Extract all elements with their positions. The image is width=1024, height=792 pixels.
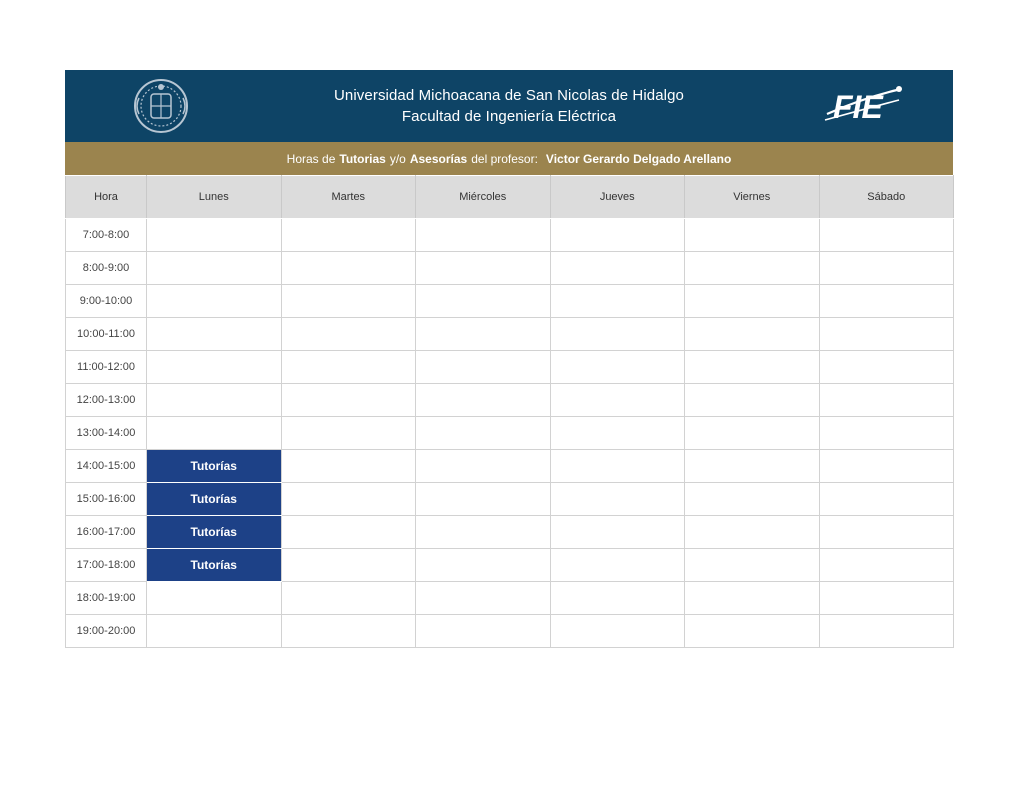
- schedule-cell: [281, 615, 416, 648]
- table-header-row: [66, 176, 954, 219]
- band-asesorias: Asesorías: [409, 151, 468, 166]
- schedule-cell: [685, 318, 820, 351]
- schedule-cell: [281, 219, 416, 252]
- schedule-cell: [550, 351, 685, 384]
- schedule-cell: [819, 582, 954, 615]
- schedule-cell: [147, 384, 282, 417]
- schedule-cell: [550, 615, 685, 648]
- schedule-cell: [685, 450, 820, 483]
- schedule-cell: [416, 483, 551, 516]
- schedule-cell: [281, 549, 416, 582]
- schedule-cell: [550, 318, 685, 351]
- schedule-cell: [281, 252, 416, 285]
- schedule-sheet: [65, 70, 953, 648]
- schedule-cell: [819, 318, 954, 351]
- band-del-profesor: del profesor:: [471, 151, 538, 166]
- schedule-cell: [550, 252, 685, 285]
- hour-cell: 13:00-14:00: [66, 417, 147, 450]
- schedule-cell: [819, 483, 954, 516]
- hour-cell: 12:00-13:00: [66, 384, 147, 417]
- schedule-cell: [550, 384, 685, 417]
- table-row: [66, 483, 954, 516]
- schedule-cell: [819, 615, 954, 648]
- header-bar: [65, 70, 953, 142]
- hour-cell: 11:00-12:00: [66, 351, 147, 384]
- column-header-viernes: Viernes: [685, 176, 820, 219]
- band-prefix: Horas de: [286, 151, 336, 166]
- schedule-cell: [685, 483, 820, 516]
- schedule-cell: [281, 582, 416, 615]
- schedule-cell: [416, 417, 551, 450]
- schedule-cell: [550, 285, 685, 318]
- table-row: [66, 384, 954, 417]
- schedule-cell: [416, 351, 551, 384]
- schedule-cell: [416, 285, 551, 318]
- table-row: [66, 318, 954, 351]
- schedule-cell: [685, 516, 820, 549]
- band-tutorias: Tutorias: [339, 151, 386, 166]
- schedule-cell: [819, 417, 954, 450]
- schedule-cell: [685, 417, 820, 450]
- hour-cell: 9:00-10:00: [66, 285, 147, 318]
- schedule-cell: [550, 516, 685, 549]
- schedule-cell: [147, 582, 282, 615]
- schedule-cell: [281, 417, 416, 450]
- table-row: [66, 582, 954, 615]
- hour-cell: 14:00-15:00: [66, 450, 147, 483]
- schedule-cell: [685, 351, 820, 384]
- faculty-name: Facultad de Ingeniería Eléctrica: [401, 108, 617, 125]
- professor-band: [65, 142, 953, 175]
- schedule-cell: [819, 252, 954, 285]
- hour-cell: 16:00-17:00: [66, 516, 147, 549]
- schedule-cell: [147, 417, 282, 450]
- schedule-cell: [685, 549, 820, 582]
- column-header-jueves: Jueves: [550, 176, 685, 219]
- fie-logo-text: FIE: [833, 89, 883, 125]
- schedule-cell: [147, 285, 282, 318]
- hour-cell: 15:00-16:00: [66, 483, 147, 516]
- table-row: [66, 450, 954, 483]
- schedule-cell: [819, 549, 954, 582]
- table-row: [66, 417, 954, 450]
- table-row: [66, 219, 954, 252]
- table-row: [66, 285, 954, 318]
- hour-cell: 17:00-18:00: [66, 549, 147, 582]
- schedule-cell: Tutorías: [147, 516, 282, 549]
- university-name: Universidad Michoacana de San Nicolas de Hidalgo: [334, 87, 684, 104]
- schedule-cell: [819, 351, 954, 384]
- schedule-cell: [416, 219, 551, 252]
- schedule-cell: Tutorías: [147, 549, 282, 582]
- schedule-cell: [550, 483, 685, 516]
- hour-cell: 8:00-9:00: [66, 252, 147, 285]
- schedule-cell: Tutorías: [147, 483, 282, 516]
- hour-cell: 7:00-8:00: [66, 219, 147, 252]
- schedule-cell: [819, 450, 954, 483]
- schedule-cell: [147, 615, 282, 648]
- schedule-cell: [550, 549, 685, 582]
- column-header-lunes: Lunes: [147, 176, 282, 219]
- schedule-cell: [147, 252, 282, 285]
- fie-logo-icon: [823, 80, 905, 130]
- schedule-cell: [147, 351, 282, 384]
- schedule-cell: [819, 285, 954, 318]
- column-header-martes: Martes: [281, 176, 416, 219]
- schedule-cell: [550, 450, 685, 483]
- schedule-table: [65, 175, 954, 648]
- schedule-body: [66, 219, 954, 648]
- schedule-cell: [819, 384, 954, 417]
- column-header-hora: Hora: [66, 176, 147, 219]
- column-header-sabado: Sábado: [819, 176, 954, 219]
- header-titles: [65, 85, 953, 127]
- schedule-cell: [685, 219, 820, 252]
- table-row: [66, 351, 954, 384]
- schedule-cell: [416, 384, 551, 417]
- schedule-cell: [550, 582, 685, 615]
- hour-cell: 10:00-11:00: [66, 318, 147, 351]
- schedule-cell: [281, 516, 416, 549]
- schedule-cell: [819, 516, 954, 549]
- schedule-cell: [685, 384, 820, 417]
- schedule-cell: [416, 450, 551, 483]
- schedule-cell: [685, 285, 820, 318]
- schedule-cell: [147, 318, 282, 351]
- schedule-cell: [281, 450, 416, 483]
- schedule-cell: [819, 219, 954, 252]
- schedule-cell: [281, 384, 416, 417]
- schedule-cell: [147, 219, 282, 252]
- table-row: [66, 549, 954, 582]
- hour-cell: 19:00-20:00: [66, 615, 147, 648]
- schedule-cell: [550, 219, 685, 252]
- schedule-cell: [685, 615, 820, 648]
- schedule-cell: [416, 252, 551, 285]
- schedule-cell: [416, 318, 551, 351]
- band-yo: y/o: [389, 151, 406, 166]
- table-row: [66, 615, 954, 648]
- table-row: [66, 252, 954, 285]
- schedule-cell: Tutorías: [147, 450, 282, 483]
- schedule-cell: [550, 417, 685, 450]
- schedule-cell: [416, 516, 551, 549]
- professor-name: Victor Gerardo Delgado Arellano: [545, 151, 732, 166]
- schedule-cell: [281, 318, 416, 351]
- schedule-cell: [281, 285, 416, 318]
- schedule-cell: [281, 483, 416, 516]
- schedule-cell: [685, 582, 820, 615]
- column-header-miercoles: Miércoles: [416, 176, 551, 219]
- table-row: [66, 516, 954, 549]
- schedule-cell: [416, 582, 551, 615]
- schedule-cell: [416, 615, 551, 648]
- hour-cell: 18:00-19:00: [66, 582, 147, 615]
- schedule-cell: [281, 351, 416, 384]
- schedule-cell: [416, 549, 551, 582]
- schedule-cell: [685, 252, 820, 285]
